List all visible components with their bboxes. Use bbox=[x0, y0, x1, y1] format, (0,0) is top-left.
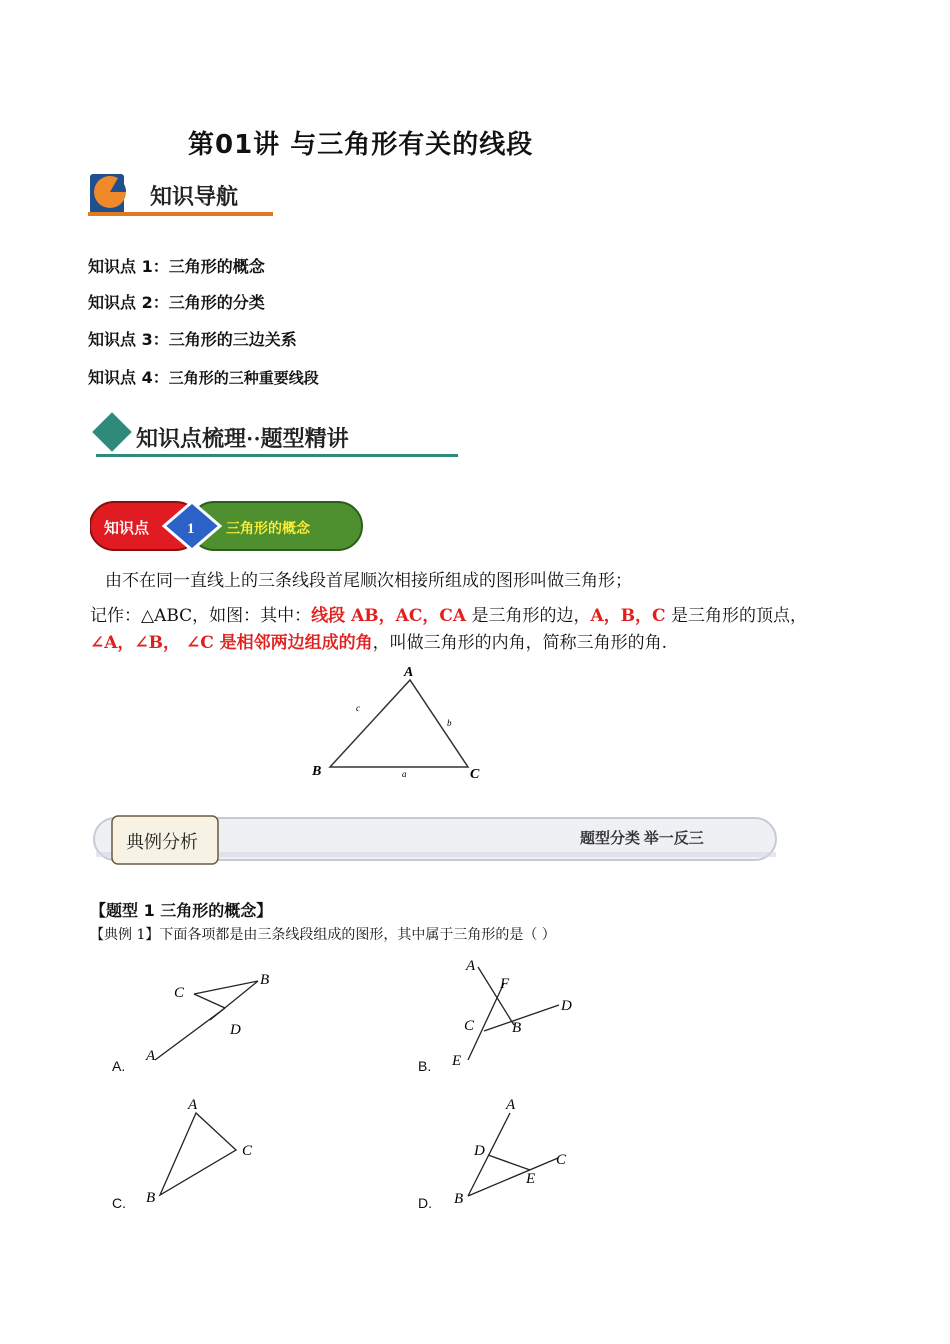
svg-text:A: A bbox=[506, 1097, 516, 1113]
toc-item-4: 知识点 4：三角形的三种重要线段 bbox=[88, 368, 319, 387]
option-d-label: D. bbox=[418, 1195, 432, 1211]
example-analysis-bar bbox=[90, 812, 780, 868]
toc-item-1: 知识点 1：三角形的概念 bbox=[88, 257, 265, 276]
option-d-figure[interactable] bbox=[416, 1093, 586, 1218]
kp-badge-left: 知识点 bbox=[104, 521, 150, 537]
kp-badge-right: 三角形的概念 bbox=[226, 522, 310, 537]
svg-text:B: B bbox=[512, 1020, 522, 1036]
svg-text:C: C bbox=[242, 1143, 253, 1159]
notation-paragraph: 记作：△ABC，如图：其中：线段 AB，AC，CA 是三角形的边，A，B，C 是三角形的顶点， ∠A，∠B， ∠C 是相邻两边组成的角，叫做三角形的内角，简称三角形的角. bbox=[90, 606, 807, 653]
option-b-label: B. bbox=[418, 1058, 432, 1074]
kp-badge-num: 1 bbox=[187, 521, 195, 537]
knowledge-point-badge bbox=[90, 500, 370, 552]
svg-text:B: B bbox=[454, 1191, 464, 1207]
triangle-abc-diagram bbox=[300, 660, 500, 785]
svg-text:D: D bbox=[561, 998, 572, 1014]
svg-text:E: E bbox=[526, 1171, 536, 1187]
svg-text:A: A bbox=[466, 958, 476, 974]
toc-item-2: 知识点 2：三角形的分类 bbox=[88, 293, 265, 312]
option-c-label: C. bbox=[112, 1195, 126, 1211]
nav-banner-graphic bbox=[88, 170, 278, 222]
definition-paragraph: 由不在同一直线上的三条线段首尾顺次相接所组成的图形叫做三角形； bbox=[105, 571, 632, 591]
option-b-figure[interactable] bbox=[416, 955, 596, 1080]
type-heading: 【题型 1 三角形的概念】 bbox=[90, 901, 273, 920]
svg-text:B: B bbox=[260, 972, 270, 988]
example-analysis-tagline: 题型分类 举一反三 bbox=[580, 831, 704, 847]
svg-text:F: F bbox=[500, 976, 510, 992]
vertex-c-label: C bbox=[470, 767, 480, 782]
svg-text:E: E bbox=[452, 1053, 462, 1069]
svg-text:C: C bbox=[464, 1018, 475, 1034]
svg-text:A: A bbox=[188, 1097, 198, 1113]
toc-item-3: 知识点 3：三角形的三边关系 bbox=[88, 330, 297, 349]
option-a-label: A. bbox=[112, 1058, 126, 1074]
side-c-label: c bbox=[356, 703, 360, 713]
nav-banner-label: 知识导航 bbox=[150, 184, 239, 209]
vertex-a-label: A bbox=[404, 665, 414, 680]
svg-text:C: C bbox=[556, 1152, 567, 1168]
knowledge-nav-banner bbox=[88, 170, 278, 222]
svg-text:C: C bbox=[174, 985, 185, 1001]
page-title: 第01讲 与三角形有关的线段 bbox=[188, 130, 534, 160]
example-analysis-label: 典例分析 bbox=[126, 832, 198, 852]
section-banner bbox=[92, 412, 462, 464]
example-question: 【典例 1】下面各项都是由三条线段组成的图形，其中属于三角形的是（ ） bbox=[90, 927, 556, 943]
vertex-b-label: B bbox=[312, 764, 322, 779]
svg-text:D: D bbox=[230, 1022, 241, 1038]
svg-text:D: D bbox=[474, 1143, 485, 1159]
section-banner-label: 知识点梳理··题型精讲 bbox=[136, 426, 349, 451]
option-a-figure[interactable] bbox=[110, 960, 300, 1080]
option-c-figure[interactable] bbox=[110, 1093, 270, 1218]
side-b-label: b bbox=[447, 718, 452, 728]
kp-badge-graphic bbox=[90, 500, 370, 552]
svg-text:B: B bbox=[146, 1190, 156, 1206]
section-banner-graphic bbox=[92, 412, 462, 464]
svg-text:A: A bbox=[146, 1048, 156, 1064]
side-a-label: a bbox=[402, 769, 407, 779]
